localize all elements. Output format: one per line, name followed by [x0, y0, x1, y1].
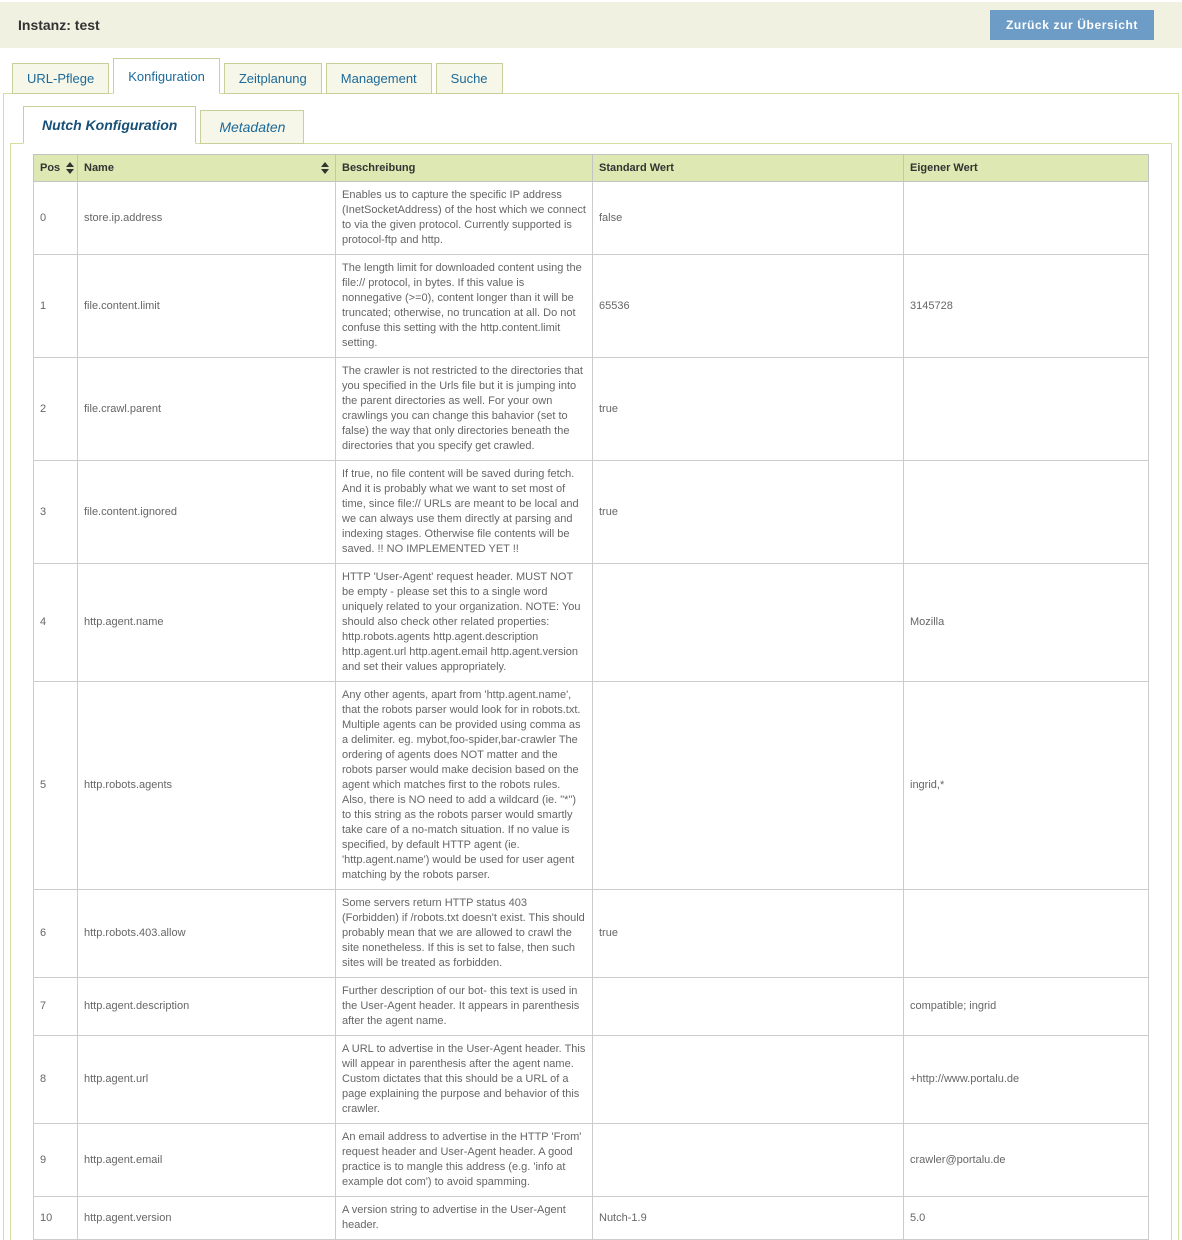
cell-eigener-wert: compatible; ingrid [904, 978, 1149, 1036]
tab-suche[interactable]: Suche [436, 63, 503, 94]
column-header-name[interactable] [78, 155, 336, 182]
cell-name: http.agent.url [78, 1036, 336, 1124]
cell-description: Some servers return HTTP status 403 (Forbidden) if /robots.txt doesn't exist. This should probably mean that we are allowed to crawl the site nonetheless. If this is set to false, then such sites will be treated as forbidden. [336, 890, 593, 978]
cell-name: http.agent.version [78, 1197, 336, 1240]
cell-description: The length limit for downloaded content using the file:// protocol, in bytes. If this value is nonnegative (>=0), content longer than it will be truncated; otherwise, no truncation at all. Do not confuse this setting with the http.content.limit setting. [336, 255, 593, 358]
cell-description: Further description of our bot- this text is used in the User-Agent header. It appears in parenthesis after the agent name. [336, 978, 593, 1036]
cell-standard-wert [593, 1124, 904, 1197]
cell-name: file.content.ignored [78, 461, 336, 564]
cell-description: A version string to advertise in the User-Agent header. [336, 1197, 593, 1240]
cell-eigener-wert: ingrid,* [904, 682, 1149, 890]
table-header-row [34, 155, 1149, 182]
cell-name: file.content.limit [78, 255, 336, 358]
cell-description: HTTP 'User-Agent' request header. MUST NOT be empty - please set this to a single word uniquely related to your organization. NOTE: You should also check other related properties: http.robots.agents http.agent.description http.agent.url http.agent.email http.agent.version and set their values appropriately. [336, 564, 593, 682]
table-row [34, 890, 1149, 978]
cell-pos: 3 [34, 461, 78, 564]
cell-standard-wert: Nutch-1.9 [593, 1197, 904, 1240]
tab-url-pflege[interactable]: URL-Pflege [12, 63, 109, 94]
cell-name: http.robots.agents [78, 682, 336, 890]
cell-standard-wert: true [593, 890, 904, 978]
cell-pos: 8 [34, 1036, 78, 1124]
column-header-eigener-wert: Eigener Wert [904, 155, 1149, 182]
column-header-name-label: Name [84, 162, 114, 174]
config-table-body [34, 182, 1149, 1240]
cell-pos: 1 [34, 255, 78, 358]
cell-pos: 2 [34, 358, 78, 461]
column-header-beschreibung: Beschreibung [336, 155, 593, 182]
cell-description: Any other agents, apart from 'http.agent.name', that the robots parser would look for in robots.txt. Multiple agents can be provided using comma as a delimiter. eg. mybot,foo-spider,bar-crawler The ordering of agents does NOT matter and the robots parser would make decision based on the agent which matches first to the robots rules. Also, there is NO need to add a wildcard (ie. "*") to this string as the robots parser would smartly take care of a no-match situation. If no value is specified, by default HTTP agent (ie. 'http.agent.name') would be used for user agent matching by the robots parser. [336, 682, 593, 890]
cell-name: http.agent.description [78, 978, 336, 1036]
tab-content-panel [3, 93, 1179, 1240]
column-header-standard-wert: Standard Wert [593, 155, 904, 182]
sort-icon[interactable] [321, 162, 329, 174]
sort-icon[interactable] [66, 162, 74, 174]
cell-pos: 4 [34, 564, 78, 682]
table-row [34, 1124, 1149, 1197]
tab-zeitplanung[interactable]: Zeitplanung [224, 63, 322, 94]
table-row [34, 682, 1149, 890]
cell-pos: 6 [34, 890, 78, 978]
cell-standard-wert [593, 682, 904, 890]
column-header-pos[interactable] [34, 155, 78, 182]
column-header-pos-label: Pos [40, 162, 61, 174]
cell-eigener-wert: 5.0 [904, 1197, 1149, 1240]
cell-description: Enables us to capture the specific IP address (InetSocketAddress) of the host which we connect to via the given protocol. Currently supported is protocol-ftp and http. [336, 182, 593, 255]
sub-tabs [23, 106, 1178, 144]
cell-standard-wert [593, 1036, 904, 1124]
cell-name: http.robots.403.allow [78, 890, 336, 978]
back-to-overview-button[interactable]: Zurück zur Übersicht [990, 10, 1154, 40]
cell-standard-wert [593, 978, 904, 1036]
cell-standard-wert: 65536 [593, 255, 904, 358]
cell-standard-wert [593, 564, 904, 682]
cell-description: A URL to advertise in the User-Agent header. This will appear in parenthesis after the agent name. Custom dictates that this should be a URL of a page explaining the purpose and behavior of this crawler. [336, 1036, 593, 1124]
table-row [34, 1036, 1149, 1124]
cell-name: file.crawl.parent [78, 358, 336, 461]
cell-description: If true, no file content will be saved during fetch. And it is probably what we want to set most of time, since file:// URLs are meant to be local and we can always use them directly at parsing and indexing stages. Otherwise file contents will be saved. !! NO IMPLEMENTED YET !! [336, 461, 593, 564]
table-row [34, 1197, 1149, 1240]
subtab-nutch-konfiguration[interactable]: Nutch Konfiguration [23, 106, 196, 144]
table-row [34, 358, 1149, 461]
tab-management[interactable]: Management [326, 63, 432, 94]
cell-name: http.agent.email [78, 1124, 336, 1197]
table-row [34, 255, 1149, 358]
cell-name: store.ip.address [78, 182, 336, 255]
table-row [34, 182, 1149, 255]
config-table [33, 154, 1149, 1240]
tab-konfiguration[interactable]: Konfiguration [113, 58, 220, 94]
header-bar [0, 2, 1182, 48]
cell-standard-wert: true [593, 358, 904, 461]
main-tabs [12, 58, 1182, 94]
cell-eigener-wert [904, 182, 1149, 255]
cell-description: An email address to advertise in the HTTP 'From' request header and User-Agent header. A good practice is to mangle this address (e.g. 'info at example dot com') to avoid spamming. [336, 1124, 593, 1197]
page-title: Instanz: test [18, 17, 100, 33]
cell-pos: 9 [34, 1124, 78, 1197]
cell-pos: 7 [34, 978, 78, 1036]
cell-eigener-wert: +http://www.portalu.de [904, 1036, 1149, 1124]
cell-eigener-wert: Mozilla [904, 564, 1149, 682]
cell-pos: 10 [34, 1197, 78, 1240]
cell-pos: 5 [34, 682, 78, 890]
cell-eigener-wert [904, 461, 1149, 564]
cell-eigener-wert: crawler@portalu.de [904, 1124, 1149, 1197]
cell-eigener-wert [904, 358, 1149, 461]
subtab-metadaten[interactable]: Metadaten [200, 110, 304, 144]
subtab-content-panel [10, 143, 1172, 1240]
cell-eigener-wert [904, 890, 1149, 978]
cell-description: The crawler is not restricted to the directories that you specified in the Urls file but it is jumping into the parent directories as well. For your own crawlings you can change this bahavior (set to false) the way that only directories beneath the directories that you specify get crawled. [336, 358, 593, 461]
table-row [34, 461, 1149, 564]
table-row [34, 564, 1149, 682]
table-row [34, 978, 1149, 1036]
cell-eigener-wert: 3145728 [904, 255, 1149, 358]
cell-standard-wert: true [593, 461, 904, 564]
cell-name: http.agent.name [78, 564, 336, 682]
cell-pos: 0 [34, 182, 78, 255]
cell-standard-wert: false [593, 182, 904, 255]
